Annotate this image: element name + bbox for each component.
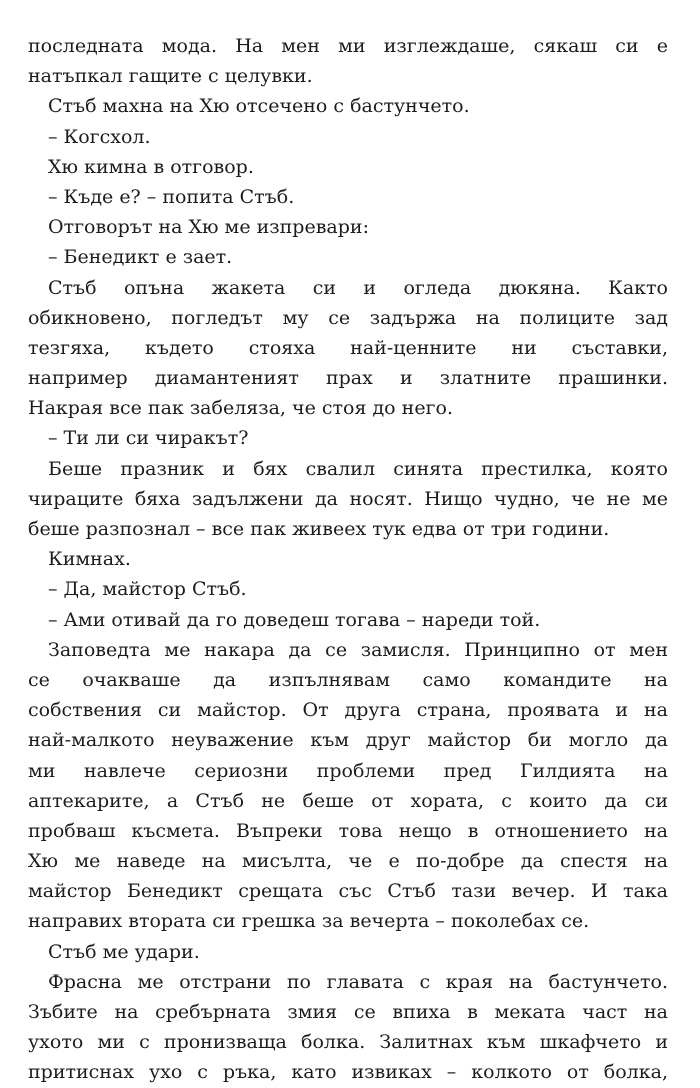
text-line: майстор Бенедикт срещата със Стъб тази вечер. И така xyxy=(28,880,668,903)
text-line: Отговорът на Хю ме изпревари: xyxy=(48,216,369,239)
text-line: аптекарите, а Стъб не беше от хората, с които да си xyxy=(28,789,668,812)
text-line: беше разпознал – все пак живеех тук едва от три години. xyxy=(28,518,610,540)
text-line: Стъб ме удари. xyxy=(48,940,200,963)
text-line: най-малкото неуважение към друг майстор би могло да xyxy=(28,729,668,752)
text-line: натъпкал гащите с целувки. xyxy=(28,65,313,88)
text-line: ухото ми с пронизваща болка. Залитнах към шкафчето и xyxy=(28,1031,668,1054)
text-line: – Бенедикт е зает. xyxy=(48,246,233,269)
text-line: Беше празник и бях свалил синята престилка, която xyxy=(48,457,668,480)
text-line: пробваш късмета. Въпреки това нещо в отношението на xyxy=(28,819,668,842)
text-line: чираците бяха задължени да носят. Нищо чудно, че не ме xyxy=(28,487,668,510)
text-line: например диамантеният прах и златните прашинки. xyxy=(28,367,668,390)
text-line: направих втората си грешка за вечерта – поколебах се. xyxy=(28,910,590,933)
text-line: – Къде е? – попита Стъб. xyxy=(48,185,295,208)
text-line: последната мода. На мен ми изглеждаше, сякаш си е xyxy=(28,35,668,57)
text-line: Зъбите на сребърната змия се впиха в меката част на xyxy=(28,1001,668,1023)
text-line: се очакваше да изпълнявам само командите на xyxy=(28,668,668,691)
text-line: Накрая все пак забеляза, че стоя до него. xyxy=(28,397,453,420)
text-line: ми навлече сериозни проблеми пред Гилдията на xyxy=(28,759,668,782)
text-line: собствения си майстор. От друга страна, проявата и на xyxy=(28,699,668,722)
text-line: Фрасна ме отстрани по главата с края на бастунчето. xyxy=(48,970,668,993)
text-line: притиснах ухо с ръка, като извиках – колкото от болка, xyxy=(28,1061,668,1084)
text-line: – Ти ли си чиракът? xyxy=(48,427,249,450)
text-line: – Да, майстор Стъб. xyxy=(48,578,247,601)
text-line: Хю ме наведе на мисълта, че е по-добре да спестя на xyxy=(28,850,668,873)
text-line: Заповедта ме накара да се замисля. Принципно от мен xyxy=(48,638,668,661)
text-line: обикновено, погледът му се задържа на полиците зад xyxy=(28,306,668,329)
text-line: – Когсхол. xyxy=(48,125,151,148)
page-text-block xyxy=(28,31,668,1088)
text-line: Стъб опъна жакета си и огледа дюкяна. Както xyxy=(48,276,668,299)
text-line: Кимнах. xyxy=(48,548,131,571)
text-line: тезгяха, където стояха най-ценните ни съставки, xyxy=(28,336,668,359)
text-line: – Ами отивай да го доведеш тогава – нареди той. xyxy=(48,608,541,631)
text-line: Стъб махна на Хю отсечено с бастунчето. xyxy=(48,95,470,118)
text-line: Хю кимна в отговор. xyxy=(48,155,254,178)
